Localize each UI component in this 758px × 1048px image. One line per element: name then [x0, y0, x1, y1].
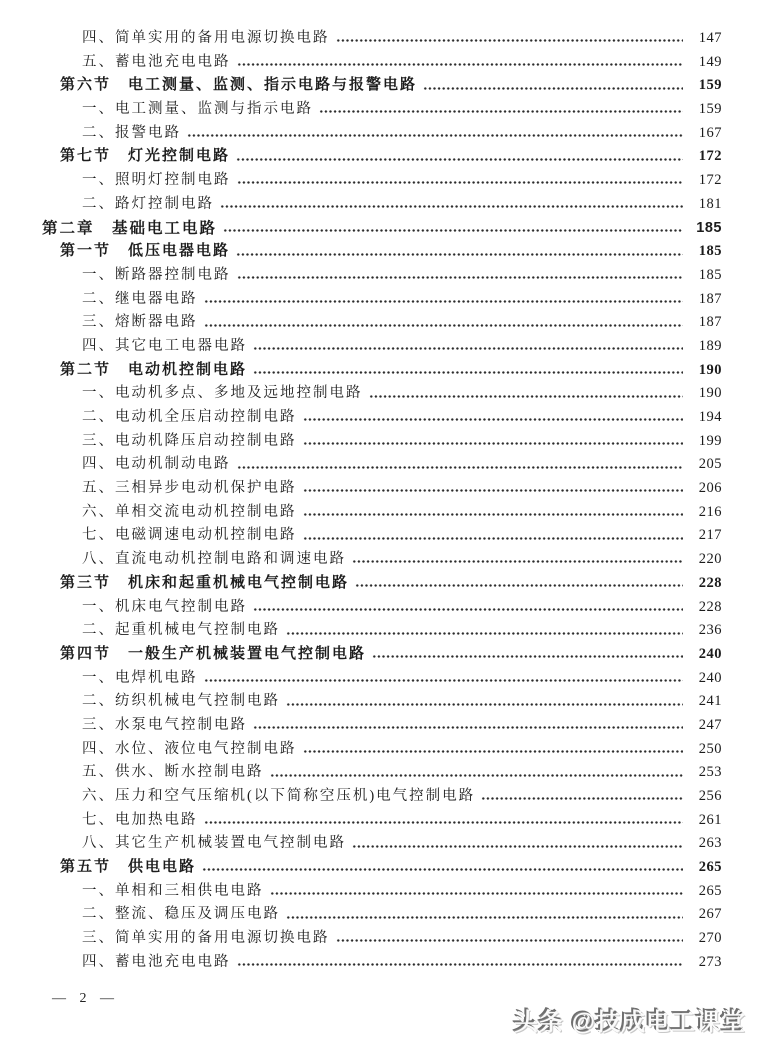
- toc-entry-title: 五、三相异步电动机保护电路: [82, 480, 297, 497]
- toc-entry-page: 220: [698, 551, 722, 568]
- toc-entry: [0, 572, 758, 596]
- toc-entry-page: 228: [698, 598, 722, 615]
- dot-leader: [286, 913, 683, 922]
- toc-entry: [0, 74, 758, 98]
- toc-entry-page: 205: [698, 456, 722, 473]
- toc-entry-title: 三、熔断器电路: [82, 314, 198, 331]
- toc-entry-title: 一、断路器控制电路: [82, 266, 231, 283]
- toc-entry: [0, 453, 758, 477]
- toc-entry: [0, 501, 758, 525]
- toc-entry-page: 247: [698, 716, 722, 733]
- toc-entry-page: 185: [698, 266, 722, 283]
- toc-entry-page: 167: [698, 124, 722, 141]
- toc-entry-page: 236: [698, 622, 722, 639]
- toc-entry-page: 253: [698, 764, 722, 781]
- toc-entry: [0, 27, 758, 51]
- toc-entry: [0, 785, 758, 809]
- toc-entry-page: 267: [698, 906, 722, 923]
- dot-leader: [336, 36, 684, 45]
- toc-entry: [0, 477, 758, 501]
- dot-leader: [423, 84, 683, 93]
- toc-entry: [0, 406, 758, 430]
- dot-leader: [253, 723, 683, 732]
- dot-leader: [236, 155, 683, 164]
- toc-entry-title: 第四节 一般生产机械装置电气控制电路: [60, 645, 367, 662]
- toc-entry: [0, 619, 758, 643]
- toc-entry: [0, 193, 758, 217]
- dot-leader: [355, 581, 683, 590]
- dot-leader: [303, 486, 684, 495]
- toc-entry: [0, 856, 758, 880]
- toc-entry-page: 190: [698, 385, 722, 402]
- toc-entry-title: 二、起重机械电气控制电路: [82, 622, 280, 639]
- toc-entry-page: 250: [698, 740, 722, 757]
- toc-entry: [0, 951, 758, 975]
- toc-entry: [0, 809, 758, 833]
- dot-leader: [237, 273, 684, 282]
- dot-leader: [223, 226, 683, 235]
- toc-entry-title: 一、照明灯控制电路: [82, 172, 231, 189]
- toc-entry-title: 第一节 低压电器电路: [60, 243, 231, 260]
- toc-entry-page: 256: [698, 788, 722, 804]
- toc-entry-title: 一、电动机多点、多地及远地控制电路: [82, 385, 363, 402]
- toc-entry-page: 172: [698, 148, 722, 165]
- toc-entry-title: 四、简单实用的备用电源切换电路: [82, 30, 330, 46]
- toc-entry-page: 181: [698, 195, 722, 212]
- toc-entry: [0, 430, 758, 454]
- dot-leader: [303, 510, 684, 519]
- toc-entry-title: 第七节 灯光控制电路: [60, 148, 231, 165]
- toc-entry-title: 五、蓄电池充电电路: [82, 53, 231, 70]
- dot-leader: [220, 202, 683, 211]
- dot-leader: [369, 392, 684, 401]
- dot-leader: [303, 415, 684, 424]
- toc-entry-title: 四、其它电工电器电路: [82, 337, 247, 354]
- dot-leader: [481, 794, 683, 803]
- toc-entry-page: 147: [698, 30, 722, 46]
- dot-leader: [237, 960, 684, 969]
- toc-entry-title: 一、单相和三相供电电路: [82, 882, 264, 899]
- toc-entry: [0, 169, 758, 193]
- dot-leader: [202, 865, 683, 874]
- dot-leader: [303, 534, 684, 543]
- toc-entry-title: 一、电工测量、监测与指示电路: [82, 101, 313, 118]
- toc-entry-title: 第二章 基础电工电路: [42, 219, 218, 237]
- toc-entry-title: 第五节 供电电路: [60, 859, 197, 876]
- toc-entry-title: 四、水位、液位电气控制电路: [82, 740, 297, 757]
- toc-entry-page: 149: [698, 53, 722, 70]
- toc-entry: [0, 667, 758, 691]
- toc-entry-page: 187: [698, 290, 722, 307]
- toc-entry-page: 228: [698, 574, 722, 591]
- toc-entry-title: 一、电焊机电路: [82, 669, 198, 686]
- dot-leader: [236, 250, 683, 259]
- toc-entry-page: 189: [698, 337, 722, 354]
- dot-leader: [286, 700, 683, 709]
- toc-entry-title: 二、电动机全压启动控制电路: [82, 409, 297, 425]
- toc-entry-page: 185: [696, 219, 722, 236]
- toc-entry: [0, 51, 758, 75]
- toc-entry-title: 一、机床电气控制电路: [82, 598, 247, 615]
- toc-entry-title: 三、水泵电气控制电路: [82, 716, 247, 733]
- dot-leader: [253, 368, 683, 377]
- toc-entry-page: 217: [698, 527, 722, 544]
- toc-entry: [0, 359, 758, 383]
- dot-leader: [237, 60, 684, 69]
- footer-page-number: — 2 —: [52, 991, 119, 1006]
- toc-entry-title: 二、路灯控制电路: [82, 195, 214, 212]
- toc-entry-title: 第三节 机床和起重机械电气控制电路: [60, 574, 350, 591]
- toc-entry: [0, 643, 758, 667]
- dot-leader: [204, 676, 684, 685]
- toc-entry-page: 240: [698, 669, 722, 686]
- toc-entry: [0, 288, 758, 312]
- toc-entry: [0, 264, 758, 288]
- toc-entry: [0, 903, 758, 927]
- toc-entry: [0, 217, 758, 241]
- toc-entry-title: 第六节 电工测量、监测、指示电路与报警电路: [60, 77, 418, 94]
- dot-leader: [253, 344, 683, 353]
- toc-entry-title: 六、单相交流电动机控制电路: [82, 503, 297, 520]
- toc-entry-page: 206: [698, 480, 722, 497]
- dot-leader: [204, 321, 684, 330]
- toc-entry-page: 261: [698, 811, 722, 828]
- toc-entry-title: 七、电加热电路: [82, 811, 198, 828]
- toc-entry: [0, 548, 758, 572]
- toc-entry: [0, 761, 758, 785]
- toc-entry-page: 265: [698, 859, 722, 876]
- dot-leader: [204, 297, 684, 306]
- toc-entry-page: 216: [698, 503, 722, 520]
- toc-entry-title: 二、纺织机械电气控制电路: [82, 693, 280, 710]
- toc-entry-title: 五、供水、断水控制电路: [82, 764, 264, 781]
- dot-leader: [204, 818, 684, 827]
- toc-entry-title: 四、蓄电池充电电路: [82, 953, 231, 970]
- toc-entry-title: 三、简单实用的备用电源切换电路: [82, 930, 330, 947]
- toc-entry-page: 187: [698, 314, 722, 331]
- toc-entry: [0, 382, 758, 406]
- toc-entry: [0, 927, 758, 951]
- toc-entry: [0, 714, 758, 738]
- toc-entry-title: 四、电动机制动电路: [82, 456, 231, 473]
- toc-entry-page: 273: [698, 953, 722, 970]
- dot-leader: [286, 629, 683, 638]
- watermark: 头条 @技成电工课堂: [513, 1009, 746, 1036]
- toc-entry-title: 八、其它生产机械装置电气控制电路: [82, 835, 346, 852]
- toc-entry-page: 190: [698, 361, 722, 378]
- toc-entry-title: 八、直流电动机控制电路和调速电路: [82, 551, 346, 568]
- dot-leader: [372, 652, 683, 661]
- toc-entry-title: 七、电磁调速电动机控制电路: [82, 527, 297, 544]
- toc-entry: [0, 880, 758, 904]
- toc-entry-title: 二、整流、稳压及调压电路: [82, 906, 280, 923]
- toc-entry: [0, 738, 758, 762]
- dot-leader: [352, 842, 683, 851]
- dot-leader: [303, 747, 684, 756]
- toc-entry: [0, 690, 758, 714]
- toc-entry: [0, 145, 758, 169]
- toc-entry: [0, 524, 758, 548]
- dot-leader: [237, 178, 684, 187]
- toc-entry-title: 六、压力和空气压缩机(以下简称空压机)电气控制电路: [82, 788, 476, 804]
- toc-entry-page: 240: [698, 645, 722, 662]
- dot-leader: [319, 107, 683, 116]
- toc-entry: [0, 596, 758, 620]
- toc-entry-page: 194: [698, 409, 722, 425]
- toc-entry-page: 172: [698, 172, 722, 189]
- toc-entry-page: 199: [698, 432, 722, 449]
- toc-entry-page: 263: [698, 835, 722, 852]
- toc-entry: [0, 311, 758, 335]
- toc-entry-title: 二、报警电路: [82, 124, 181, 141]
- dot-leader: [253, 605, 683, 614]
- toc-entry: [0, 122, 758, 146]
- toc-entry-page: 159: [698, 101, 722, 118]
- dot-leader: [270, 771, 684, 780]
- dot-leader: [303, 439, 684, 448]
- toc-entry-title: 三、电动机降压启动控制电路: [82, 432, 297, 449]
- dot-leader: [336, 936, 684, 945]
- toc-entry: [0, 832, 758, 856]
- dot-leader: [352, 557, 683, 566]
- toc-entry-page: 265: [698, 882, 722, 899]
- dot-leader: [187, 131, 683, 140]
- dot-leader: [237, 463, 684, 472]
- toc-entry: [0, 335, 758, 359]
- table-of-contents: [0, 27, 758, 975]
- toc-entry-page: 185: [698, 243, 722, 260]
- toc-entry: [0, 240, 758, 264]
- toc-entry-title: 二、继电器电路: [82, 290, 198, 307]
- dot-leader: [270, 889, 684, 898]
- toc-entry-page: 270: [698, 930, 722, 947]
- toc-entry: [0, 98, 758, 122]
- toc-entry-title: 第二节 电动机控制电路: [60, 361, 248, 378]
- toc-entry-page: 241: [698, 693, 722, 710]
- toc-entry-page: 159: [698, 77, 722, 94]
